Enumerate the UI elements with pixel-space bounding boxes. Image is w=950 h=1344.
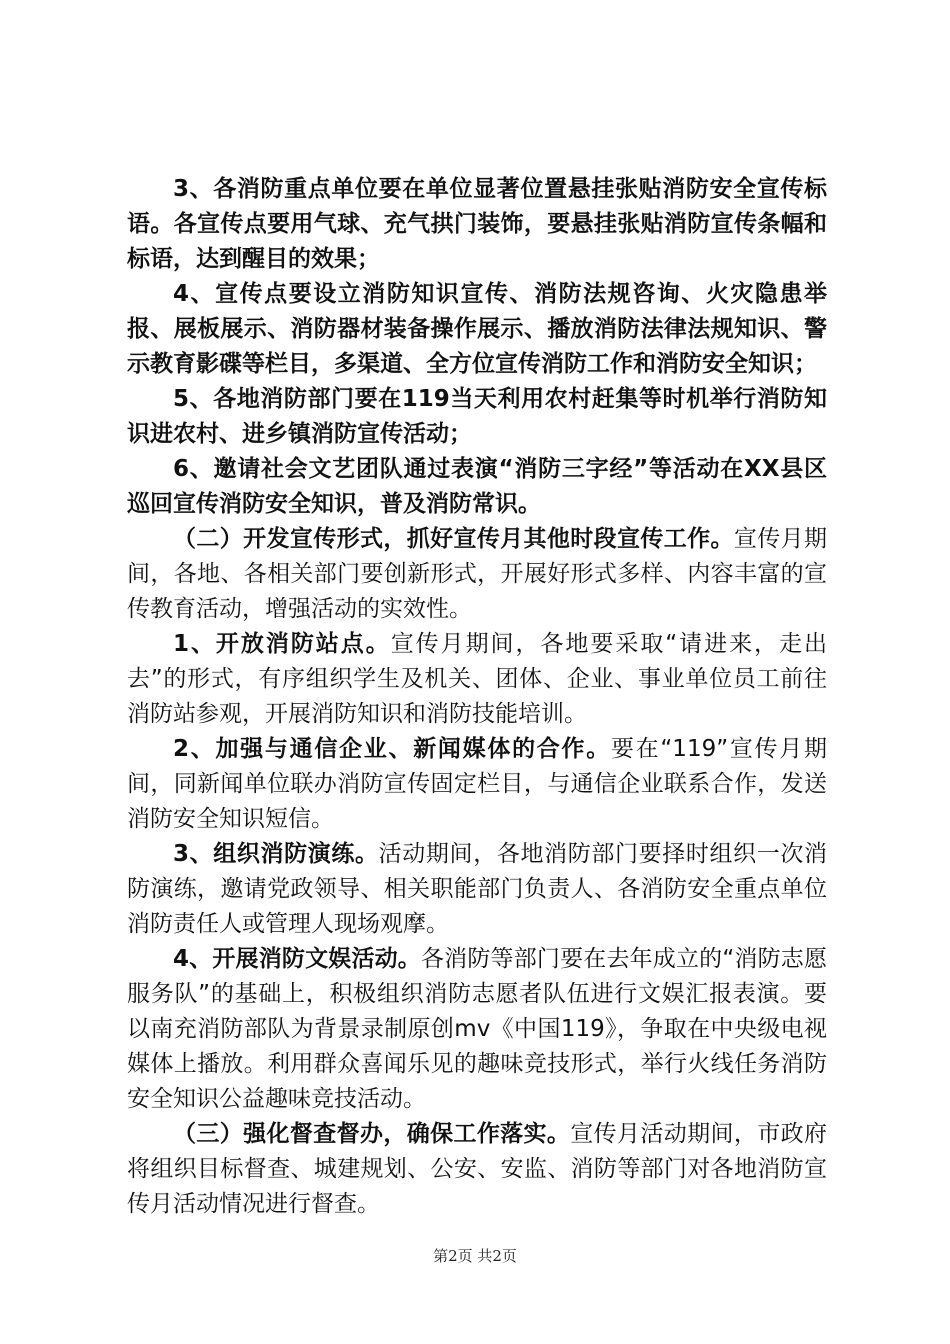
paragraph — [127, 1117, 827, 1222]
paragraph-lead: 1、开放消防站点。 — [173, 631, 391, 657]
paragraph — [127, 732, 827, 837]
paragraph — [127, 277, 827, 382]
paragraph-text: 要在“119”宣传月期间，同新闻单位联办消防宣传固定栏目，与通信企业联系合作，发送消防安全知识短信。 — [127, 736, 827, 832]
paragraph — [127, 837, 827, 942]
paragraph-lead: 6、邀请社会文艺团队通过表演“消防三字经”等活动在XX县区巡回宣传消防安全知识，普及消防常识。 — [127, 456, 827, 517]
paragraph — [127, 452, 827, 522]
paragraph — [127, 942, 827, 1117]
paragraph-lead: 4、宣传点要设立消防知识宣传、消防法规咨询、火灾隐患举报、展板展示、消防器材装备操作展示、播放消防法律法规知识、警示教育影碟等栏目，多渠道、全方位宣传消防工作和消防安全知识； — [127, 281, 827, 377]
paragraph-text: 宣传月活动期间，市政府将组织目标督查、城建规划、公安、安监、消防等部门对各地消防宣传月活动情况进行督查。 — [127, 1121, 828, 1217]
paragraph-lead: 4、开展消防文娱活动。 — [173, 946, 421, 972]
page-footer: 第2页 共2页 — [433, 1247, 517, 1265]
paragraph-text: 宣传月期间，各地要采取“请进来，走出去”的形式，有序组织学生及机关、团体、企业、事业单位员工前往消防站参观，开展消防知识和消防技能培训。 — [127, 631, 827, 727]
document-body — [127, 172, 827, 1222]
paragraph-text: 宣传月期间，各地、各相关部门要创新形式，开展好形式多样、内容丰富的宣传教育活动，增强活动的实效性。 — [127, 526, 828, 622]
paragraph-text: 各消防等部门要在去年成立的“消防志愿服务队”的基础上，积极组织消防志愿者队伍进行文娱汇报表演。要以南充消防部队为背景录制原创mv《中国119》，争取在中央级电视媒体上播放。利用群众喜闻乐见的趣味竞技形式，举行火线任务消防安全知识公益趣味竞技活动。 — [127, 946, 827, 1112]
paragraph-text: 活动期间，各地消防部门要择时组织一次消防演练，邀请党政领导、相关职能部门负责人、各消防安全重点单位消防责任人或管理人现场观摩。 — [127, 841, 827, 937]
paragraph — [127, 172, 827, 277]
paragraph-lead: 2、加强与通信企业、新闻媒体的合作。 — [173, 736, 611, 762]
paragraph-lead: 3、各消防重点单位要在单位显著位置悬挂张贴消防安全宣传标语。各宣传点要用气球、充气拱门装饰，要悬挂张贴消防宣传条幅和标语，达到醒目的效果； — [127, 176, 827, 272]
paragraph — [127, 382, 827, 452]
paragraph — [127, 627, 827, 732]
paragraph-lead: 5、各地消防部门要在119当天利用农村赶集等时机举行消防知识进农村、进乡镇消防宣传活动； — [127, 386, 827, 447]
section-heading: （二）开发宣传形式，抓好宣传月其他时段宣传工作。 — [173, 526, 734, 552]
section-heading: （三）强化督查督办，确保工作落实。 — [173, 1121, 571, 1147]
paragraph-lead: 3、组织消防演练。 — [173, 841, 379, 867]
paragraph — [127, 522, 827, 627]
